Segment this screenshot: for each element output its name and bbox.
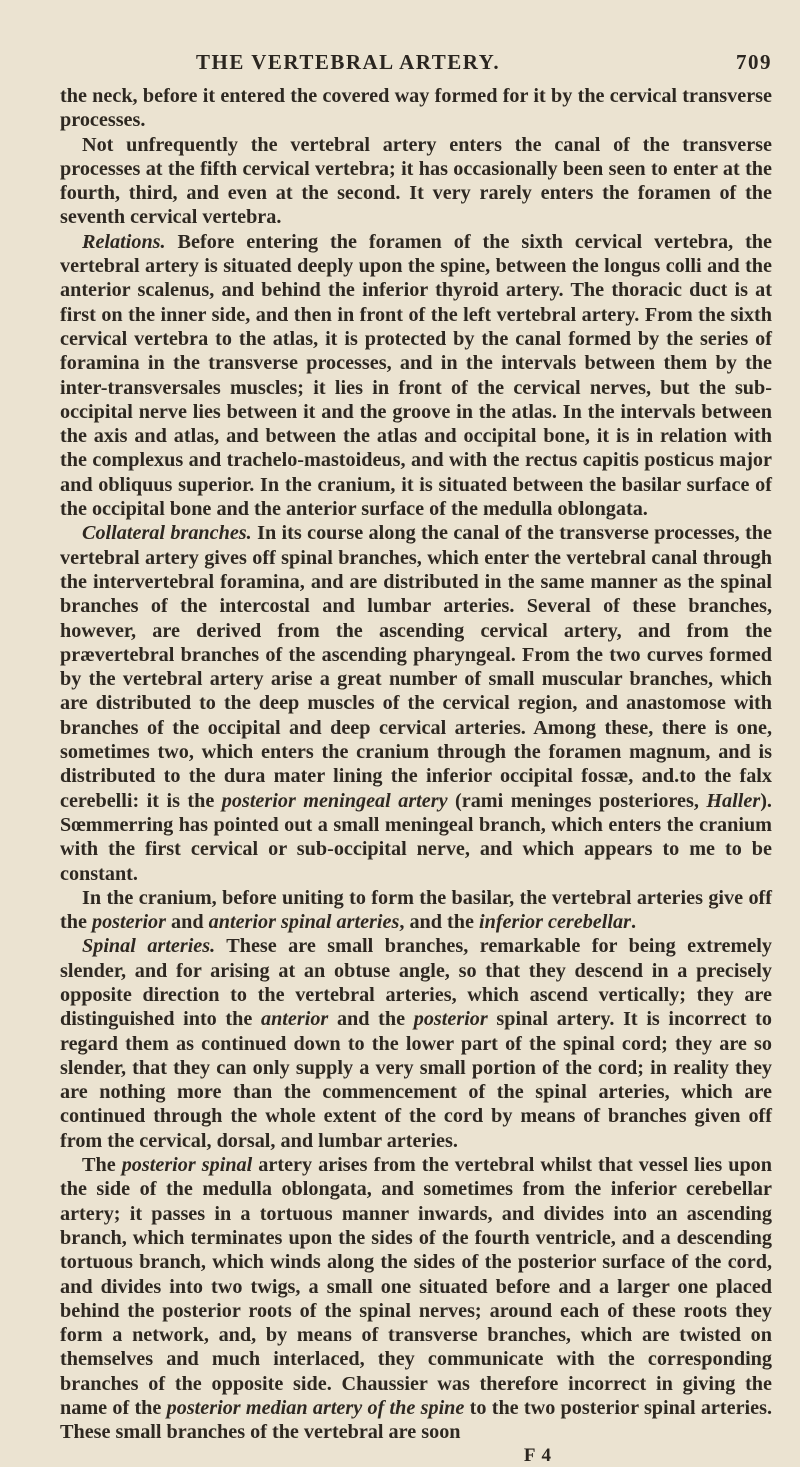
p0-text: the neck, before it entered the covered way formed for it by the cervical transverse processes. bbox=[60, 85, 772, 132]
p6-italic-b: posterior median artery of the spine bbox=[166, 1397, 465, 1420]
p5-text-b: and the bbox=[328, 1008, 414, 1031]
paragraph-cranium-branches bbox=[60, 886, 772, 935]
paragraph-spinal-arteries bbox=[60, 934, 772, 1153]
running-header bbox=[60, 50, 772, 82]
paragraph-collateral-branches bbox=[60, 521, 772, 885]
p6-text-a: The bbox=[82, 1154, 122, 1177]
p6-text-b: artery arises from the vertebral whilst that vessel lies upon the side of the medulla oblongata, and sometimes from the inferior cerebellar artery; it passes in a tortuous manner inwards, and divides into an ascending branch, which terminates upon the sides of the fourth ventricle, and a descending tortuous branch, which winds along the sides of the posterior surface of the cord, and divides into two twigs, a small one situated before and a larger one placed behind the posterior roots of the spinal nerves; around each of these roots they form a network, and, by means of transverse branches, which are twisted on themselves and much interlaced, they communicate with the corresponding branches of the opposite side. Chaussier was therefore incorrect in giving the name of the bbox=[60, 1154, 772, 1420]
p4-italic-a: posterior bbox=[91, 911, 166, 934]
p5-text-a: These are small branches, remarkable for being extremely slender, and for arising at an obtuse angle, so that they descend in a precisely opposite direction to the vertebral arteries, which ascend vertically; they are distinguished into the bbox=[60, 935, 772, 1031]
p4-italic-b: anterior spinal arteries bbox=[208, 911, 400, 934]
paragraph-continuation bbox=[60, 84, 772, 133]
p3-italic-b: Haller bbox=[706, 789, 761, 812]
p6-text-c: to the two posterior spinal arteries. These small branches of the vertebral are soon bbox=[60, 1397, 772, 1444]
p3-text-a: In its course along the canal of the transverse processes, the vertebral artery gives off spinal branches, which enter the vertebral canal through the intervertebral foramina, and are distributed in the same manner as the spinal branches of the intercostal and lumbar arteries. Several of these branches, however, are derived from the ascending cervical artery, and from the prævertebral branches of the ascending pharyngeal. From the two curves formed by the vertebral artery arise a great number of small muscular branches, which are distributed to the deep muscles of the cervical region, and anastomose with branches of the occipital and deep cervical arteries. Among these, there is one, sometimes two, which enters the cranium through the foramen magnum, and is distributed to the dura mater lining the inferior occipital fossæ, and.to the falx cerebelli: it is the bbox=[60, 522, 772, 812]
p4-text-a: In the cranium, before uniting to form the basilar, the vertebral arteries give off the bbox=[60, 886, 772, 934]
p2-text: Before entering the foramen of the sixth cervical vertebra, the vertebral artery is situated deeply upon the spine, between the longus colli and the anterior scalenus, and behind the inferior thyroid artery. The thoracic duct is at first on the inner side, and then in front of the left vertebral artery. From the sixth cervical vertebra to the atlas, it is protected by the canal formed by the series of foramina in the transverse processes, and in the intervals between them by the inter-transversales muscles; it lies in front of the cervical nerves, but the sub-occipital nerve lies between it and the groove in the atlas. In the intervals between the axis and atlas, and between the atlas and occipital bone, it is in relation with the complexus and trachelo-mastoideus, and with the rectus capitis posticus major and obliquus superior. In the cranium, it is situated between the basilar surface of the occipital bone and the anterior surface of the medulla oblongata. bbox=[60, 230, 772, 521]
p4-text-d: . bbox=[630, 911, 636, 934]
p5-lead: Spinal arteries. bbox=[82, 935, 216, 958]
p2-lead: Relations. bbox=[82, 230, 166, 253]
body-text bbox=[60, 84, 772, 1467]
running-title: THE VERTEBRAL ARTERY. bbox=[196, 50, 501, 74]
p3-text-b: (rami meninges posteriores, bbox=[447, 789, 707, 812]
signature-mark: F 4 bbox=[523, 1444, 552, 1466]
p6-italic-a: posterior spinal bbox=[121, 1154, 253, 1177]
p4-text-b: and bbox=[166, 911, 209, 934]
p3-lead: Collateral branches. bbox=[82, 522, 252, 545]
paragraph-entry-level bbox=[60, 133, 772, 230]
p4-italic-c: inferior cerebellar bbox=[479, 911, 631, 934]
p5-text-c: spinal artery. It is incorrect to regard them as continued down to the lower part of the spinal cord; they are so slender, that they can only supply a very small portion of the cord; in reality they are nothing more than the commencement of the spinal arteries, which are continued through the whole extent of the cord by means of branches given off from the cervical, dorsal, and lumbar arteries. bbox=[60, 1008, 772, 1152]
paragraph-posterior-spinal bbox=[60, 1153, 772, 1445]
p3-text-c: ). Sœmmerring has pointed out a small meningeal branch, which enters the cranium with the first cervical or sub-occipital nerve, and which appears to me to be constant. bbox=[60, 789, 772, 885]
paragraph-relations bbox=[60, 230, 772, 522]
page-number: 709 bbox=[736, 50, 772, 74]
p3-italic-a: posterior meningeal artery bbox=[221, 789, 448, 812]
p4-text-c: , and the bbox=[399, 911, 479, 934]
p1-text: Not unfrequently the vertebral artery enters the canal of the transverse processes at the fifth cervical vertebra; it has occasionally been seen to enter at the fourth, third, and even at the second. It very rarely enters the foramen of the seventh cervical vertebra. bbox=[60, 133, 772, 229]
p5-italic-b: posterior bbox=[413, 1008, 488, 1031]
p5-italic-a: anterior bbox=[260, 1008, 329, 1031]
